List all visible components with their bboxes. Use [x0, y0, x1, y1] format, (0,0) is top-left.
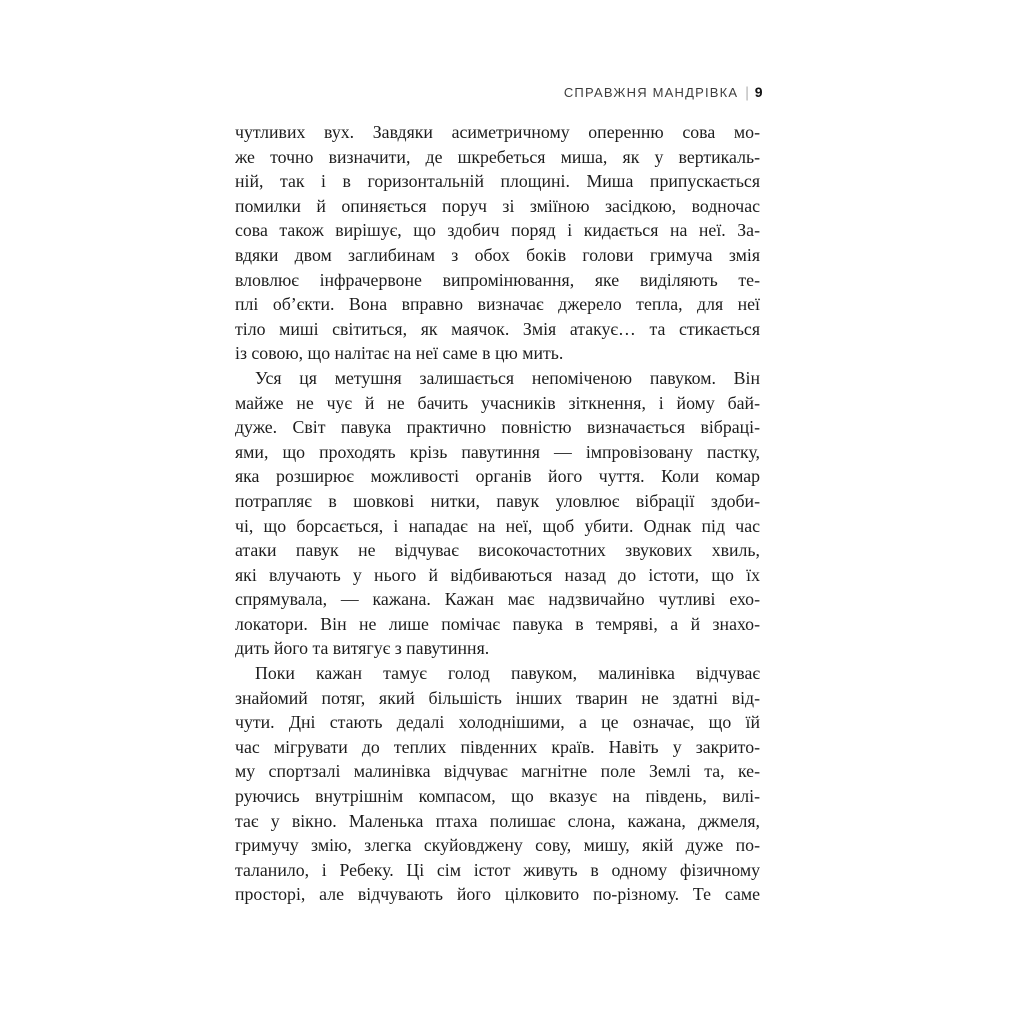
- text-line: руючись внутрішнім компасом, що вказує на південь, вилі-: [235, 786, 760, 807]
- text-line: вдяки двом заглибинам з обох боків голови гримуча змія: [235, 244, 760, 265]
- text-line: локатори. Він не лише помічає павука в темряві, а й знахо-: [235, 613, 760, 634]
- text-line: му спортзалі малинівка відчуває магнітне поле Землі та, ке-: [235, 761, 760, 782]
- text-line: спрямувала, — кажана. Кажан має надзвичайно чутливі ехо-: [235, 589, 760, 610]
- text-line: помилки й опиняється поруч зі зміїною засідкою, водночас: [235, 195, 760, 216]
- text-line: тає у вікно. Маленька птаха полишає слона, кажана, джмеля,: [235, 810, 760, 831]
- text-line: яка розширює можливості органів його чуття. Коли комар: [235, 466, 760, 487]
- text-line: майже не чує й не бачить учасників зіткнення, і йому бай-: [235, 392, 760, 413]
- text-line: дить його та витягує з павутиння.: [235, 638, 490, 659]
- text-line: вловлює інфрачервоне випромінювання, яке виділяють те-: [235, 269, 760, 290]
- text-line: гримучу змію, злегка скуйовджену сову, мишу, якій дуже по-: [235, 835, 760, 856]
- paragraph: [235, 120, 760, 366]
- text-line: чутливих вух. Завдяки асиметричному оперенню сова мо-: [235, 122, 760, 142]
- text-line: які влучають у нього й відбиваються назад до істоти, що їх: [235, 564, 760, 585]
- running-head-title: СПРАВЖНЯ МАНДРІВКА: [563, 85, 739, 100]
- text-line: плі об’єкти. Вона вправно визначає джерело тепла, для неї: [235, 294, 760, 315]
- text-line: час мігрувати до теплих південних країв. Навіть у закрито-: [235, 736, 760, 757]
- text-line: сова також вирішує, що здобич поряд і кидається на неї. За-: [235, 220, 760, 241]
- text-line: ями, що проходять крізь павутиння — імпровізовану пастку,: [235, 441, 760, 462]
- paragraph: [235, 661, 760, 907]
- text-line: атаки павук не відчуває високочастотних звукових хвиль,: [235, 540, 760, 561]
- text-line: просторі, але відчувають його цілковито по-різному. Те саме: [235, 884, 760, 905]
- paragraph: [235, 366, 760, 661]
- text-line: ній, так і в горизонтальній площині. Миша припускається: [235, 171, 760, 192]
- page-number: 9: [754, 84, 763, 100]
- text-line: Уся ця метушня залишається непоміченою павуком. Він: [255, 367, 760, 388]
- text-line: тіло миші світиться, як маячок. Змія атакує… та стикається: [235, 318, 760, 339]
- header-divider: |: [745, 83, 749, 102]
- text-line: із совою, що налітає на неї саме в цю мить.: [235, 343, 564, 364]
- body-text-block: [235, 120, 760, 907]
- page-header: [235, 84, 763, 101]
- text-line: Поки кажан тамує голод павуком, малинівка відчуває: [255, 663, 760, 684]
- text-line: чути. Дні стають дедалі холоднішими, а це означає, що їй: [235, 712, 760, 733]
- text-line: таланило, і Ребеку. Ці сім істот живуть в одному фізичному: [235, 859, 760, 880]
- text-line: потрапляє в шовкові нитки, павук уловлює вібрації здоби-: [235, 490, 760, 511]
- text-line: чі, що борсається, і нападає на неї, щоб убити. Однак під час: [235, 515, 760, 536]
- text-line: знайомий потяг, який більшість інших тварин не здатні від-: [235, 687, 760, 708]
- text-line: же точно визначити, де шкребеться миша, як у вертикаль-: [235, 146, 760, 167]
- text-line: дуже. Світ павука практично повністю визначається вібраці-: [235, 417, 760, 438]
